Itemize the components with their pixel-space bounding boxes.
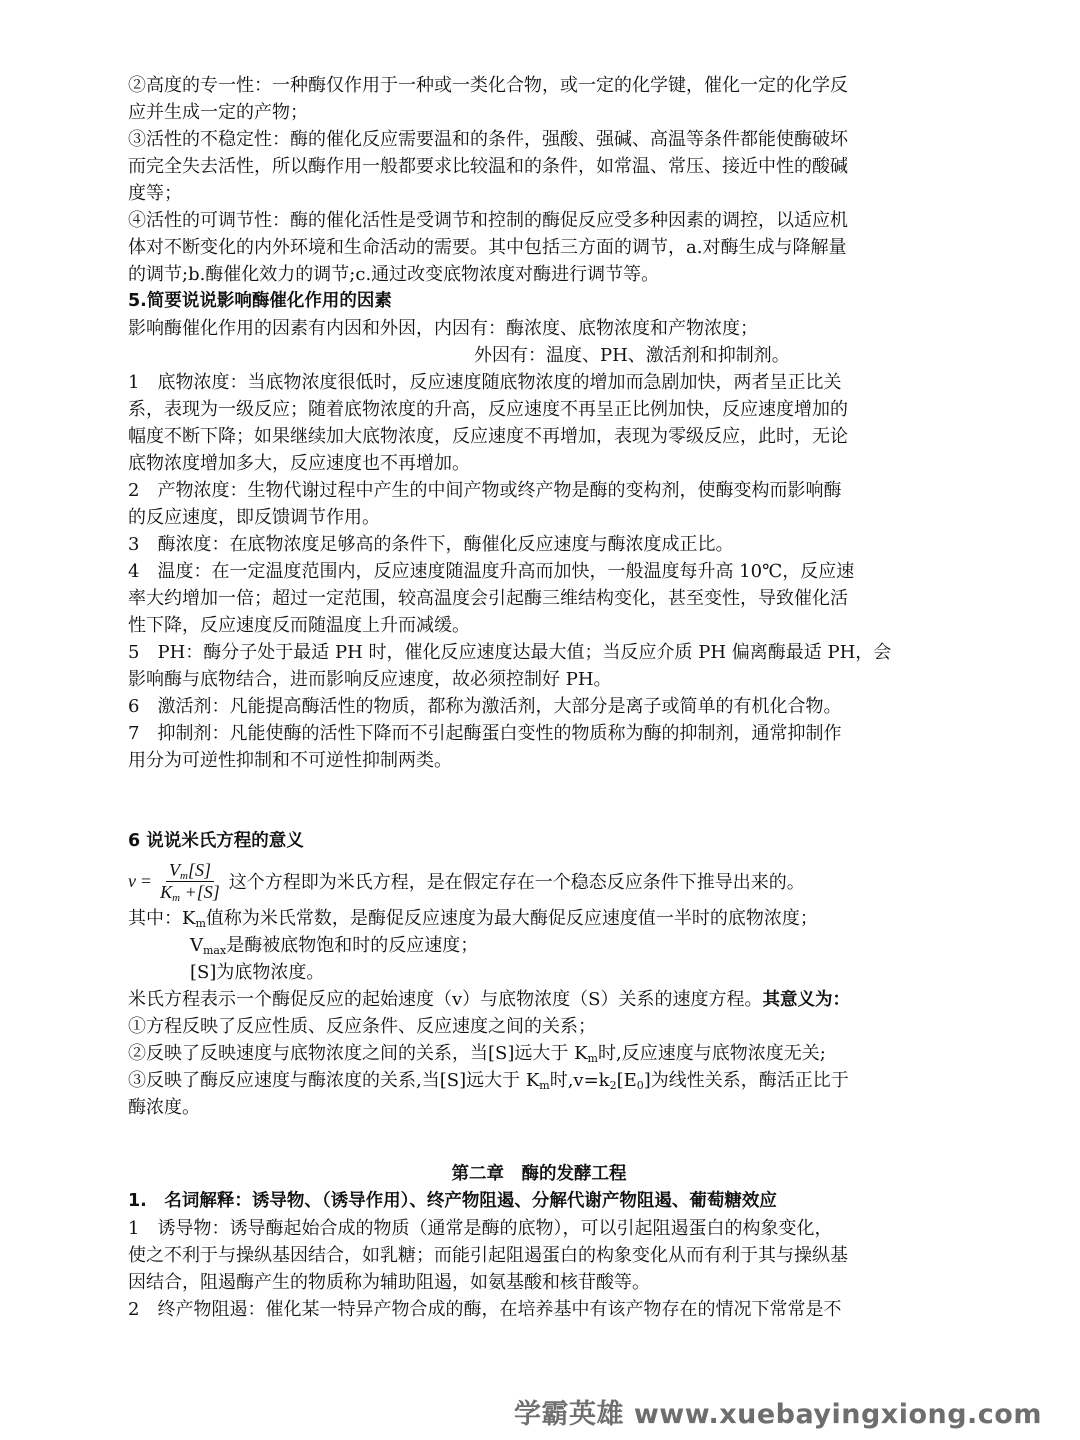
- subscript: m: [587, 1052, 598, 1065]
- question-heading: 1. 名词解释：诱导物、（诱导作用）、终产物阻遏、分解代谢产物阻遏、葡萄糖效应: [128, 1191, 777, 1211]
- meaning-item-3: [128, 1067, 950, 1094]
- subscript: max: [203, 944, 227, 957]
- michaelis-menten-formula-row: [128, 859, 950, 903]
- definition-text: V: [190, 935, 203, 956]
- formula-numerator: [166, 861, 214, 882]
- meaning-text: 时,反应速度与底物浓度无关;: [597, 1043, 826, 1064]
- text-line: 而完全失去活性，所以酶作用一般都要求比较温和的条件，如常温、常压、接近中性的酸碱: [128, 156, 848, 177]
- formula-denominator: [157, 882, 223, 902]
- text-line: 2 终产物阻遏：催化某一特异产物合成的酶，在培养基中有该产物存在的情况下常常是不: [128, 1299, 842, 1320]
- meaning-text: 米氏方程表示一个酶促反应的起始速度（v）与底物浓度（S）关系的速度方程。: [128, 989, 763, 1010]
- definition-km: [128, 905, 950, 932]
- section-heading: 5.简要说说影响酶催化作用的因素: [128, 291, 392, 311]
- subscript: 2: [609, 1079, 617, 1092]
- definition-vmax: [128, 932, 950, 959]
- text-line: 6 激活剂：凡能提高酶活性的物质，都称为激活剂，大部分是离子或简单的有机化合物。: [128, 696, 842, 717]
- text-line: 因结合，阻遏酶产生的物质称为辅助阻遏，如氨基酸和核苷酸等。: [128, 1272, 650, 1293]
- spacer: [128, 774, 950, 828]
- text-line: 外因有：温度、PH、激活剂和抑制剂。: [474, 345, 790, 366]
- text-line: 度等；: [128, 183, 182, 204]
- text-line: 7 抑制剂：凡能使酶的活性下降而不引起酶蛋白变性的物质称为酶的抑制剂，通常抑制作: [128, 723, 842, 744]
- chapter-2: [128, 1161, 950, 1323]
- formula-description: 这个方程即为米氏方程，是在假定存在一个稳态反应条件下推导出来的。: [228, 872, 805, 893]
- meaning-text: ②反映了反映速度与底物浓度之间的关系，当[S]远大于 K: [128, 1043, 588, 1064]
- section-4-continuation: [128, 72, 950, 288]
- denominator-tail: +[S]: [180, 881, 220, 902]
- text-line: 用分为可逆性抑制和不可逆性抑制两类。: [128, 750, 452, 771]
- text-line: 率大约增加一倍；超过一定范围，较高温度会引起酶三维结构变化，甚至变性，导致催化活: [128, 588, 848, 609]
- text-line: 系，表现为一级反应；随着底物浓度的升高，反应速度不再呈正比例加快，反应速度增加的: [128, 399, 848, 420]
- text-line: ④活性的可调节性：酶的催化活性是受调节和控制的酶促反应受多种因素的调控，以适应机: [128, 210, 848, 231]
- chapter-title: 第二章 酶的发酵工程: [451, 1164, 627, 1184]
- text-line: 2 产物浓度：生物代谢过程中产生的中间产物或终产物是酶的变构剂，使酶变构而影响酶: [128, 480, 842, 501]
- michaelis-menten-equation: [128, 861, 223, 902]
- text-line: 1 诱导物：诱导酶起始合成的物质（通常是酶的底物），可以引起阻遏蛋白的构象变化，: [128, 1218, 833, 1239]
- numerator-subscript: m: [179, 869, 188, 882]
- meaning-text: 时,v=k: [549, 1070, 610, 1091]
- text-line: 底物浓度增加多大，反应速度也不再增加。: [128, 453, 470, 474]
- text-line: 幅度不断下降；如果继续加大底物浓度，反应速度不再增加，表现为零级反应，此时，无论: [128, 426, 848, 447]
- section-5: [128, 288, 950, 774]
- subscript: m: [195, 917, 206, 930]
- subscript: 0: [636, 1079, 644, 1092]
- text-line: 4 温度：在一定温度范围内，反应速度随温度升高而加快，一般温度每升高 10℃，反应速: [128, 561, 855, 582]
- definition-text: 值称为米氏常数，是酶促反应速度为最大酶促反应速度值一半时的底物浓度；: [205, 908, 818, 929]
- text-line: 体对不断变化的内外环境和生命活动的需要。其中包括三方面的调节，a.对酶生成与降解量: [128, 237, 847, 258]
- formula-lhs: v: [128, 870, 136, 891]
- text-line: 3 酶浓度：在底物浓度足够高的条件下，酶催化反应速度与酶浓度成正比。: [128, 534, 734, 555]
- meaning-text: ③反映了酶反应速度与酶浓度的关系,当[S]远大于 K: [128, 1070, 540, 1091]
- text-line: 1 底物浓度：当底物浓度很低时，反应速度随底物浓度的增加而急剧加快，两者呈正比关: [128, 372, 842, 393]
- definition-text: 是酶被底物饱和时的反应速度；: [226, 935, 479, 956]
- denominator-symbol: K: [160, 881, 173, 902]
- text-line: 影响酶催化作用的因素有内因和外因，内因有：酶浓度、底物浓度和产物浓度；: [128, 318, 758, 339]
- text-line: 影响酶与底物结合，进而影响反应速度，故必须控制好 PH。: [128, 669, 612, 690]
- meaning-bold-text: 其意义为：: [762, 990, 850, 1010]
- section-6: [128, 828, 950, 1121]
- text-line: 的反应速度，即反馈调节作用。: [128, 507, 380, 528]
- numerator-symbol: V: [168, 859, 180, 880]
- numerator-tail: [S]: [187, 859, 211, 880]
- text-line: 5 PH：酶分子处于最适 PH 时，催化反应速度达最大值；当反应介质 PH 偏离酶最适 PH，会: [128, 642, 892, 663]
- formula-fraction: [157, 861, 223, 902]
- text-line: ②高度的专一性：一种酶仅作用于一种或一类化合物，或一定的化学键，催化一定的化学反: [128, 75, 848, 96]
- meaning-item-3-continued: 酶浓度。: [128, 1097, 200, 1118]
- text-line: 的调节;b.酶催化效力的调节;c.通过改变底物浓度对酶进行调节等。: [128, 264, 660, 285]
- meaning-intro: [128, 986, 950, 1013]
- denominator-subscript: m: [172, 891, 181, 904]
- meaning-item-2: [128, 1040, 950, 1067]
- formula-equals: =: [141, 870, 152, 891]
- text-line: 应并生成一定的产物；: [128, 102, 308, 123]
- meaning-text: [E: [616, 1070, 637, 1091]
- text-line: ③活性的不稳定性：酶的催化反应需要温和的条件，强酸、强碱、高温等条件都能使酶破坏: [128, 129, 848, 150]
- text-line: 性下降，反应速度反而随温度上升而减缓。: [128, 615, 470, 636]
- definition-s: [S]为底物浓度。: [190, 962, 325, 983]
- spacer: [128, 1121, 950, 1161]
- meaning-item-1: ①方程反映了反应性质、反应条件、反应速度之间的关系；: [128, 1016, 596, 1037]
- subscript: m: [539, 1079, 550, 1092]
- definition-text: 其中：K: [128, 908, 196, 929]
- meaning-text: ]为线性关系，酶活正比于: [643, 1070, 849, 1091]
- text-line: 使之不利于与操纵基因结合，如乳糖；而能引起阻遏蛋白的构象变化从而有利于其与操纵基: [128, 1245, 848, 1266]
- document-page: [128, 72, 950, 1323]
- section-heading: 6 说说米氏方程的意义: [128, 831, 304, 851]
- site-watermark: 学霸英雄 www.xuebayingxiong.com: [513, 1399, 1042, 1430]
